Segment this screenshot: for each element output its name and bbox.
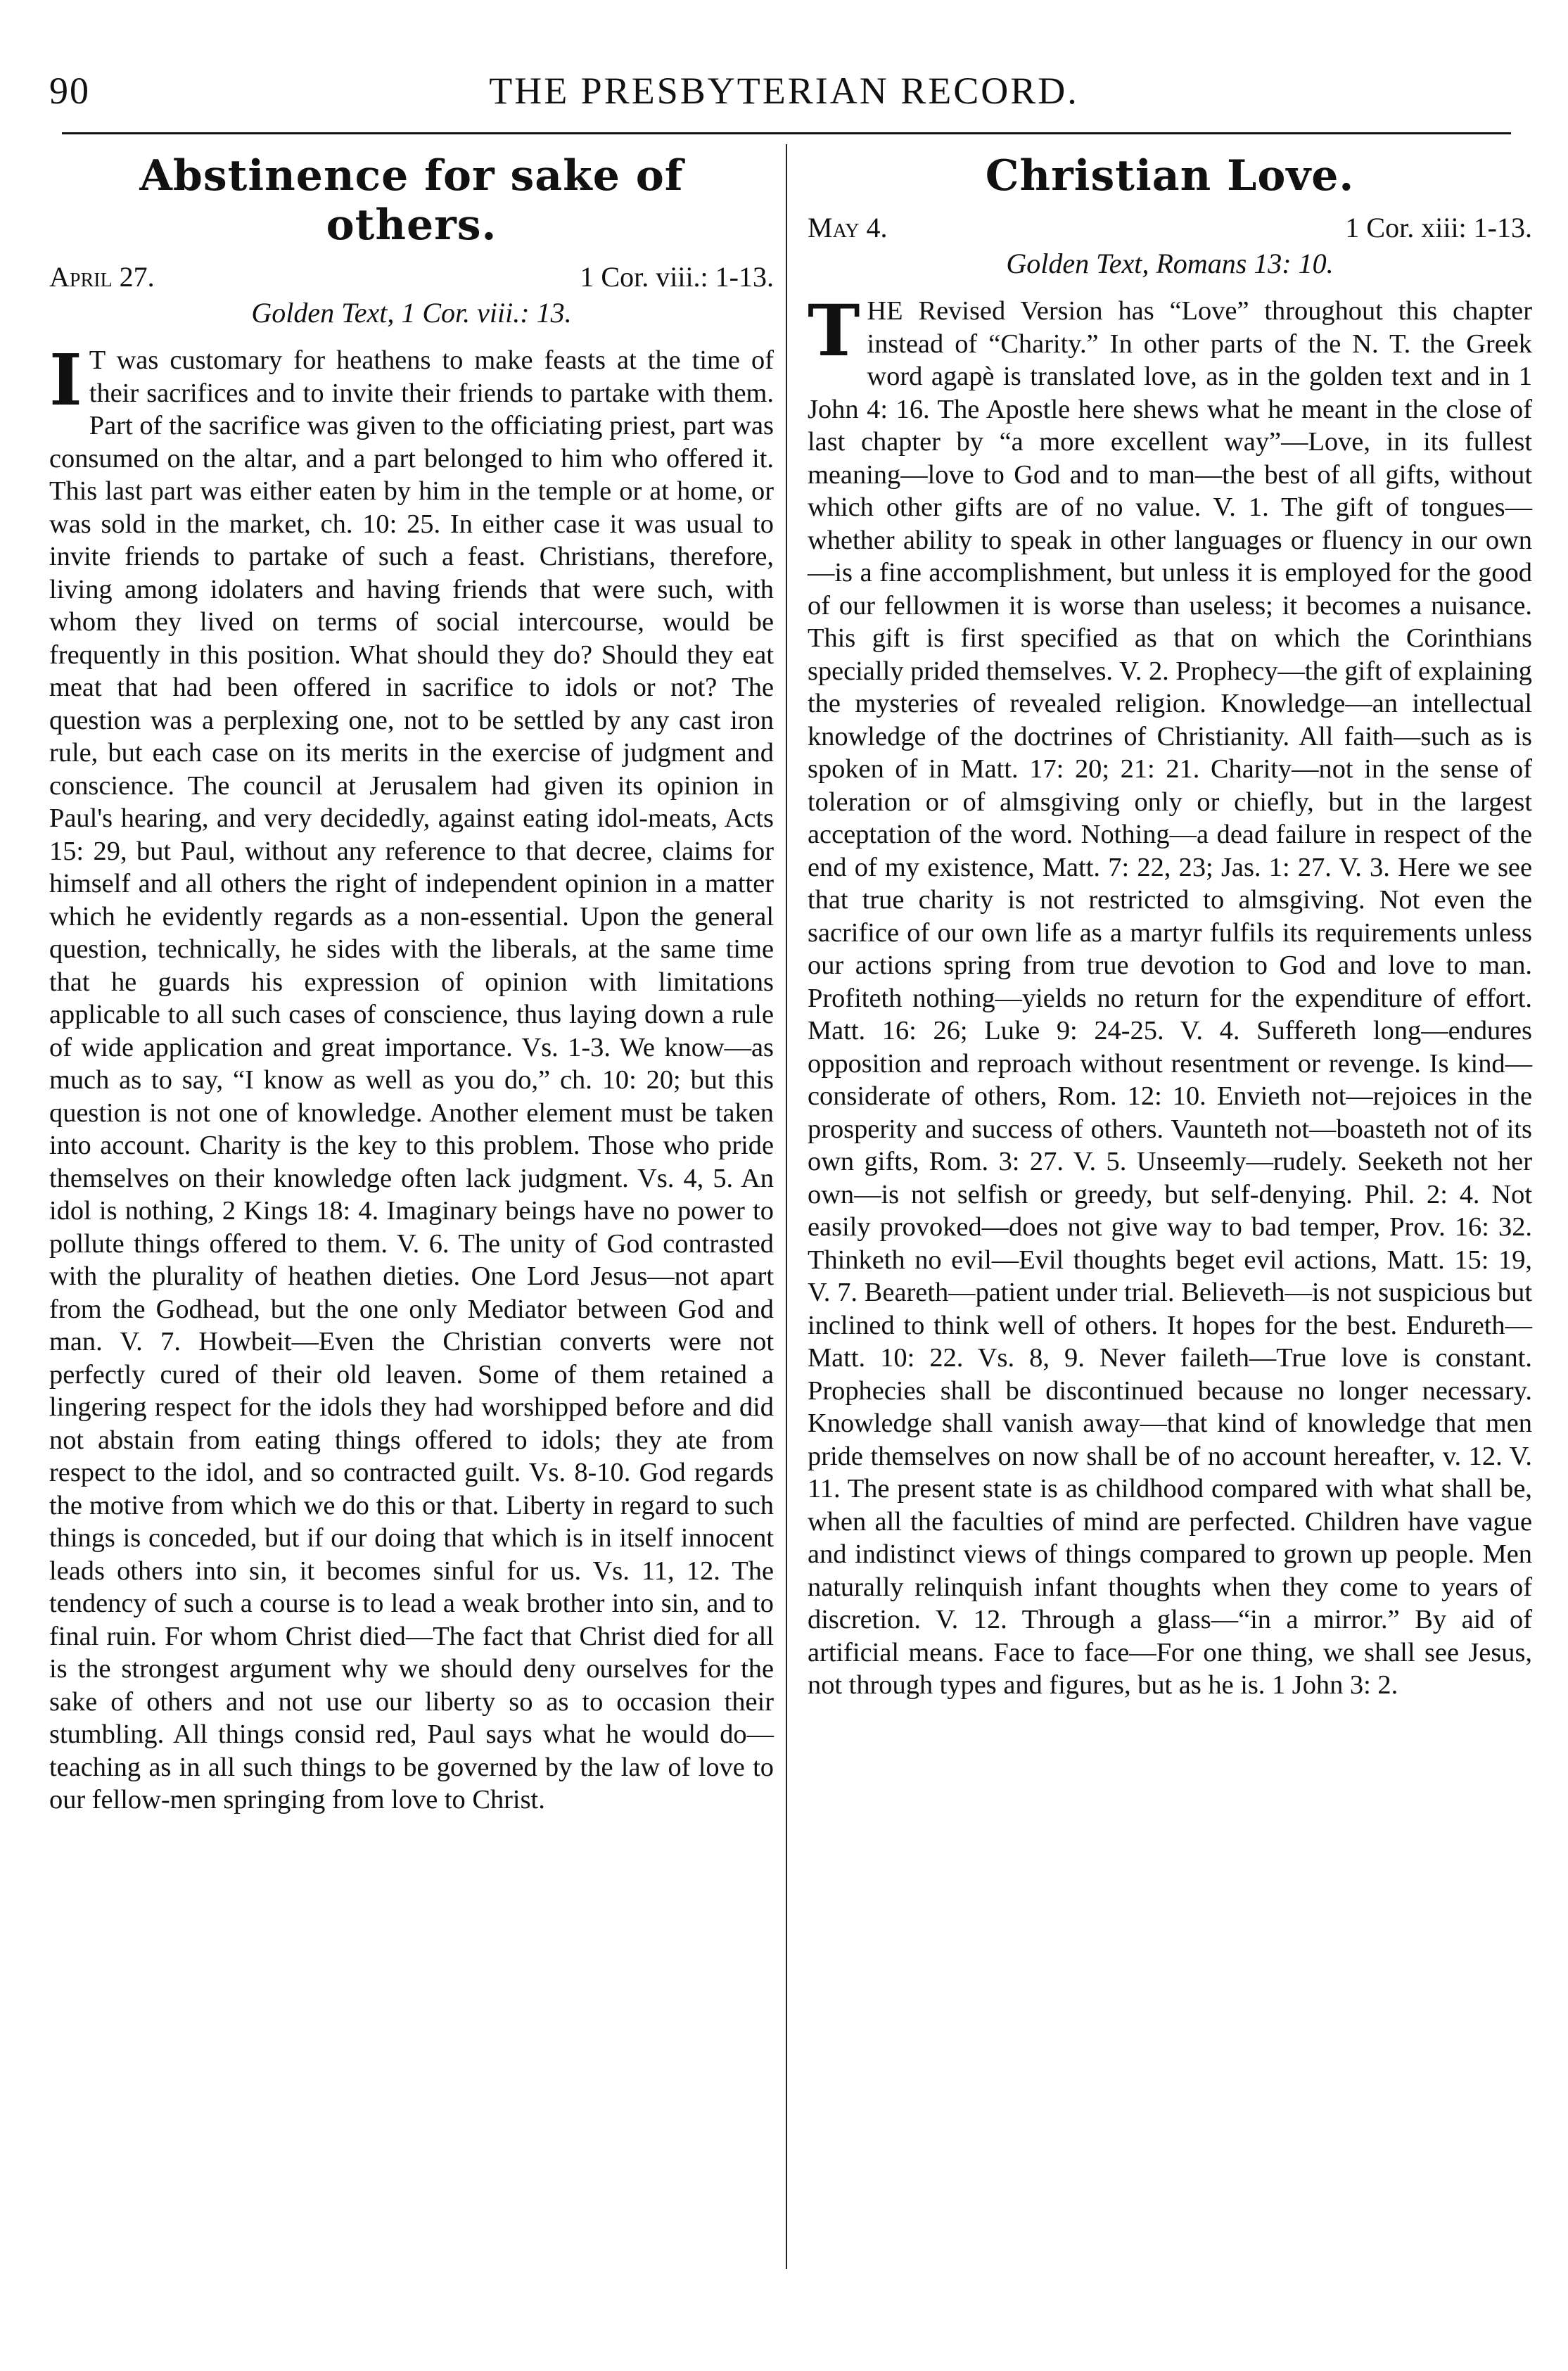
running-title: THE PRESBYTERIAN RECORD. (489, 70, 1079, 112)
golden-text-value: Golden Text, Romans 13: 10. (1006, 248, 1334, 279)
lesson-title: Christian Love. (985, 151, 1355, 201)
drop-cap: I (49, 338, 82, 421)
header-rule (62, 132, 1511, 134)
golden-text (49, 295, 774, 331)
lesson-left (49, 151, 774, 1817)
drop-cap: T (808, 289, 860, 372)
golden-text-value: Golden Text, 1 Cor. viii.: 13. (251, 297, 572, 329)
lesson-reference: 1 Cor. viii.: 1-13. (580, 261, 774, 293)
page-number: 90 (49, 70, 90, 112)
lesson-date: May 4. (808, 212, 888, 243)
lesson-paragraph: HE Revised Version has “Love” throughout this chapter instead of “Charity.” In other parts of the N. T. the Greek word agapè is translated love, as in the golden text and in 1 John 4: 16. The Apostle here shews what he meant in the close of last chapter by “a more excellent way”—Love, in its fullest meaning—love to God and to man—the best of all gifts, without which other gifts are of no value. V. 1. The gift of tongues—whether ability to speak in other languages or fluency in our own—is a fine accomplishment, but unless it is employed for the good of our fellowmen it is worse than useless; it becomes a nuisance. This gift is first specified as that on which the Corinthians specially prided themselves. V. 2. Prophecy—the gift of explaining the mysteries of revealed religion. Knowledge—an intellectual knowledge of the doctrines of Christianity. All faith—such as is spoken of in Matt. 17: 20; 21: 21. Charity—not in the sense of toleration or of almsgiving only or chiefly, but in the largest acceptation of the word. Nothing—a dead failure in respect of the end of my existence, Matt. 7: 22, 23; Jas. 1: 27. V. 3. Here we see that true charity is not restricted to almsgiving. Not even the sacrifice of our own life as a martyr fulfils its requirements unless our actions spring from true devotion to God and love to man. Profiteth nothing—yields no return for the expenditure of effort. Matt. 16: 26; Luke 9: 24-25. V. 4. Suffereth long—endures opposition and reproach without resentment or revenge. Is kind—considerate of others, Rom. 12: 10. Envieth not—rejoices in the prosperity and success of others. Vaunteth not—boasteth not of its own gifts, Rom. 3: 27. V. 5. Unseemly—rudely. Seeketh not her own—is not selfish or greedy, but self-denying. Phil. 2: 4. Not easily provoked—does not give way to bad temper, Prov. 16: 32. Thinketh no evil—Evil thoughts beget evil actions, Matt. 15: 19, V. 7. Beareth—patient under trial. Believeth—is not suspicious but inclined to think well of others. It hopes for the best. Endureth—Matt. 10: 22. Vs. 8, 9. Never faileth—True love is constant. Prophecies shall be discontinued because no longer necessary. Knowledge shall vanish away—that kind of knowledge that men pride themselves on now shall be of no account hereafter, v. 12. V. 11. The present state is as childhood compared with what shall be, when all the faculties of mind are perfected. Children have vague and indistinct views of things compared to grown up people. Men naturally relinquish infant thoughts when they come to years of discretion. V. 12. Through a glass—“in a mirror.” By aid of artificial means. Face to face—For one thing, we shall see Jesus, not through types and figures, but as he is. 1 John 3: 2. (808, 296, 1532, 1700)
lesson-body (49, 338, 774, 1817)
golden-text (808, 246, 1532, 282)
lesson-reference: 1 Cor. xiii: 1-13. (1345, 212, 1532, 243)
lesson-paragraph: T was customary for heathens to make feasts at the time of their sacrifices and to invite their friends to partake with them. Part of the sacrifice was given to the officiating priest, part was consumed on the altar, and a part belonged to him who offered it. This last part was either eaten by him in the temple or at home, or was sold in the market, ch. 10: 25. In either case it was usual to invite friends to partake of such a feast. Christians, therefore, living among idolaters and having friends that were such, with whom they lived on terms of social intercourse, would be frequently in this position. What should they do? Should they eat meat that had been offered in sacrifice to idols or not? The question was a perplexing one, not to be settled by any cast iron rule, but each case on its merits in the exercise of judgment and conscience. The council at Jerusalem had given its opinion in Paul's hearing, and very decidedly, against eating idol-meats, Acts 15: 29, but Paul, without any reference to that decree, claims for himself and all others the right of independent opinion in a matter which he evidently regards as a non-essential. Upon the general question, technically, he sides with the liberals, at the same time that he guards his expression of opinion with limitations applicable to all such cases of conscience, thus laying down a rule of wide application and great importance. Vs. 1-3. We know—as much as to say, “I know as well as you do,” ch. 10: 20; but this question is not one of knowledge. Another element must be taken into account. Charity is the key to this problem. Those who pride themselves on their knowledge often lack judgment. Vs. 4, 5. An idol is nothing, 2 Kings 18: 4. Imaginary beings have no power to pollute things offered to them. V. 6. The unity of God contrasted with the plurality of heathen dieties. One Lord Jesus—not apart from the Godhead, but the one only Mediator between God and man. V. 7. Howbeit—Even the Christian converts were not perfectly cured of their old leaven. Some of them retained a lingering respect for the idols they had worshipped before and did not abstain from eating things offered to idols; they ate from respect to the idol, and so contracted guilt. Vs. 8-10. God regards the motive from which we do this or that. Liberty in regard to such things is conceded, but if our doing that which is in itself innocent leads others into sin, it becomes sinful for us. Vs. 11, 12. The tendency of such a course is to lead a weak brother into sin, and to final ruin. For whom Christ died—The fact that Christ died for all is the strongest argument why we should deny ourselves for the sake of others and not use our liberty so as to occasion their stumbling. All things consid red, Paul says what he would do—teaching as in all such things to be governed by the law of love to our fellow-men springing from love to Christ. (49, 345, 774, 1814)
lesson-meta (808, 210, 1532, 246)
lesson-right (808, 151, 1532, 1702)
lesson-date: April 27. (49, 261, 155, 293)
lesson-title: Abstinence for sake of others. (139, 151, 684, 250)
lesson-meta (49, 260, 774, 295)
lesson-body (808, 289, 1532, 1702)
column-divider (786, 144, 787, 2269)
